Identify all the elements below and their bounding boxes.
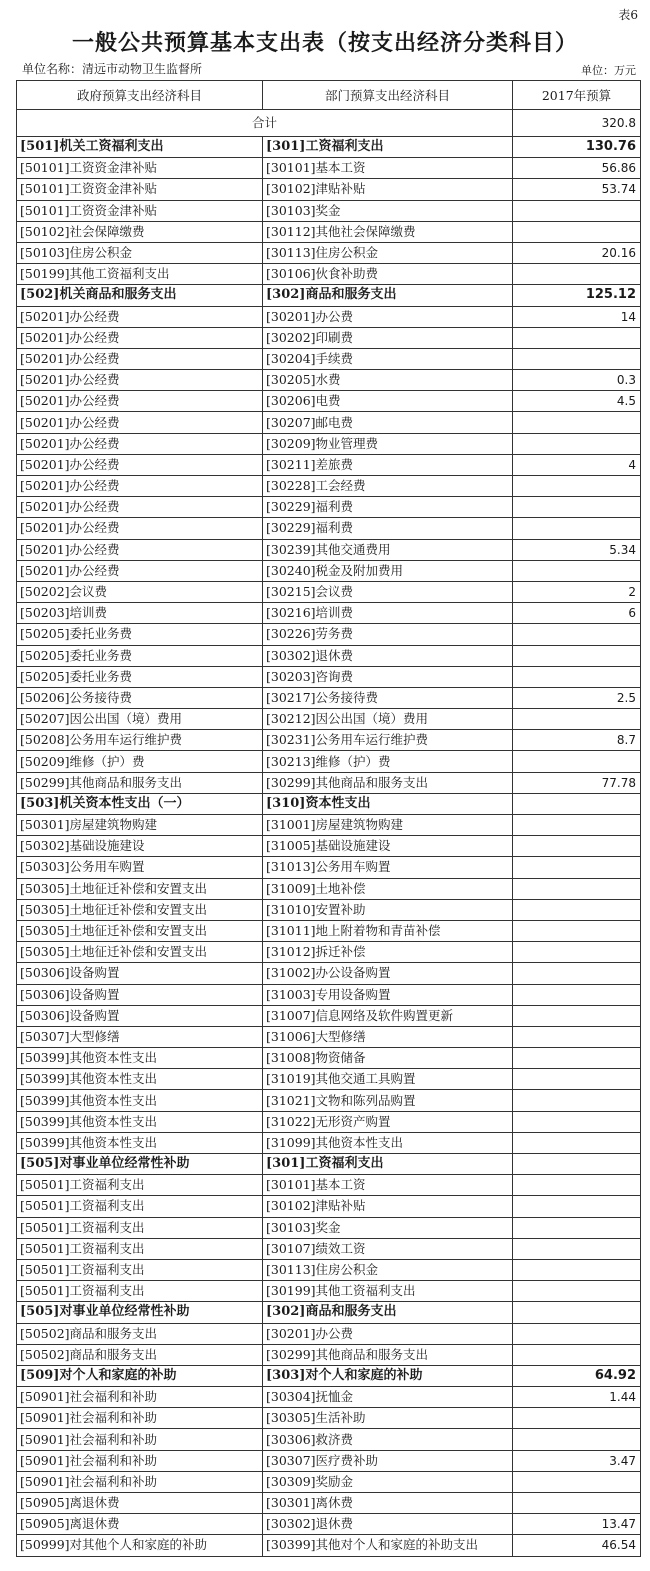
dept-subject-cell: [301]工资福利支出	[263, 137, 513, 158]
table-row	[17, 242, 641, 263]
budget-value-cell: 56.86	[513, 158, 641, 179]
budget-value-cell	[513, 1471, 641, 1492]
gov-subject-cell: [50301]房屋建筑物购建	[17, 815, 263, 836]
dept-subject-cell: [303]对个人和家庭的补助	[263, 1365, 513, 1386]
gov-subject-cell: [50201]办公经费	[17, 391, 263, 412]
gov-subject-cell: [50199]其他工资福利支出	[17, 264, 263, 285]
table-row	[17, 348, 641, 369]
table-section-row	[17, 137, 641, 158]
gov-subject-cell: [50399]其他资本性支出	[17, 1111, 263, 1132]
dept-subject-cell: [30216]培训费	[263, 603, 513, 624]
dept-subject-cell: [302]商品和服务支出	[263, 1302, 513, 1323]
dept-subject-cell: [301]工资福利支出	[263, 1154, 513, 1175]
dept-subject-cell: [30106]伙食补助费	[263, 264, 513, 285]
table-row	[17, 1005, 641, 1026]
dept-subject-cell: [30228]工会经费	[263, 476, 513, 497]
gov-subject-cell: [50202]会议费	[17, 581, 263, 602]
table-row	[17, 920, 641, 941]
gov-subject-cell: [50399]其他资本性支出	[17, 1090, 263, 1111]
budget-value-cell	[513, 793, 641, 814]
budget-value-cell	[513, 1344, 641, 1365]
budget-value-cell	[513, 1090, 641, 1111]
dept-subject-cell: [30217]公务接待费	[263, 687, 513, 708]
gov-subject-cell: [50501]工资福利支出	[17, 1217, 263, 1238]
budget-value-cell: 6	[513, 603, 641, 624]
header-gov-subject: 政府预算支出经济科目	[17, 81, 263, 110]
gov-subject-cell: [50101]工资资金津补贴	[17, 200, 263, 221]
gov-subject-cell: [50306]设备购置	[17, 963, 263, 984]
gov-subject-cell: [50901]社会福利和补助	[17, 1408, 263, 1429]
table-section-row	[17, 793, 641, 814]
budget-value-cell	[513, 899, 641, 920]
table-section-row	[17, 1154, 641, 1175]
table-row	[17, 581, 641, 602]
table-row	[17, 1090, 641, 1111]
table-row	[17, 666, 641, 687]
dept-subject-cell: [31010]安置补助	[263, 899, 513, 920]
gov-subject-cell: [50905]离退休费	[17, 1493, 263, 1514]
budget-value-cell	[513, 433, 641, 454]
budget-value-cell	[513, 1323, 641, 1344]
table-row	[17, 221, 641, 242]
budget-value-cell	[513, 1154, 641, 1175]
gov-subject-cell: [50399]其他资本性支出	[17, 1048, 263, 1069]
budget-value-cell	[513, 836, 641, 857]
budget-value-cell: 4	[513, 454, 641, 475]
table-row	[17, 1387, 641, 1408]
gov-subject-cell: [50201]办公经费	[17, 370, 263, 391]
budget-value-cell: 13.47	[513, 1514, 641, 1535]
gov-subject-cell: [50303]公务用车购置	[17, 857, 263, 878]
table-row	[17, 433, 641, 454]
table-row	[17, 1217, 641, 1238]
budget-value-cell	[513, 1302, 641, 1323]
dept-subject-cell: [30205]水费	[263, 370, 513, 391]
table-row	[17, 1132, 641, 1153]
budget-value-cell: 2.5	[513, 687, 641, 708]
gov-subject-cell: [501]机关工资福利支出	[17, 137, 263, 158]
budget-value-cell	[513, 1005, 641, 1026]
gov-subject-cell: [503]机关资本性支出（一）	[17, 793, 263, 814]
gov-subject-cell: [50305]土地征迁补偿和安置支出	[17, 899, 263, 920]
gov-subject-cell: [50305]土地征迁补偿和安置支出	[17, 942, 263, 963]
gov-subject-cell: [502]机关商品和服务支出	[17, 285, 263, 306]
dept-subject-cell: [310]资本性支出	[263, 793, 513, 814]
header-budget-2017: 2017年预算	[513, 81, 641, 110]
gov-subject-cell: [50901]社会福利和补助	[17, 1450, 263, 1471]
table-row	[17, 1429, 641, 1450]
gov-subject-cell: [50201]办公经费	[17, 539, 263, 560]
budget-value-cell	[513, 1048, 641, 1069]
table-row	[17, 1471, 641, 1492]
dept-subject-cell: [31003]专用设备购置	[263, 984, 513, 1005]
table-section-row	[17, 1365, 641, 1386]
dept-subject-cell: [30101]基本工资	[263, 1175, 513, 1196]
dept-subject-cell: [30213]维修（护）费	[263, 751, 513, 772]
table-row	[17, 1281, 641, 1302]
gov-subject-cell: [50201]办公经费	[17, 560, 263, 581]
table-row	[17, 815, 641, 836]
budget-value-cell: 130.76	[513, 137, 641, 158]
table-row	[17, 1493, 641, 1514]
dept-subject-cell: [30306]救济费	[263, 1429, 513, 1450]
gov-subject-cell: [50201]办公经费	[17, 433, 263, 454]
gov-subject-cell: [505]对事业单位经常性补助	[17, 1154, 263, 1175]
gov-subject-cell: [50201]办公经费	[17, 454, 263, 475]
dept-subject-cell: [30229]福利费	[263, 518, 513, 539]
table-row	[17, 391, 641, 412]
dept-subject-cell: [30103]奖金	[263, 1217, 513, 1238]
dept-subject-cell: [30102]津贴补贴	[263, 1196, 513, 1217]
total-label: 合计	[17, 110, 513, 137]
budget-value-cell: 2	[513, 581, 641, 602]
gov-subject-cell: [50103]住房公积金	[17, 242, 263, 263]
table-row	[17, 1111, 641, 1132]
dept-subject-cell: [30201]办公费	[263, 306, 513, 327]
gov-subject-cell: [50399]其他资本性支出	[17, 1069, 263, 1090]
table-row	[17, 1344, 641, 1365]
budget-value-cell	[513, 560, 641, 581]
table-row	[17, 963, 641, 984]
dept-subject-cell: [30302]退休费	[263, 645, 513, 666]
dept-subject-cell: [31002]办公设备购置	[263, 963, 513, 984]
table-row	[17, 158, 641, 179]
budget-value-cell: 125.12	[513, 285, 641, 306]
budget-value-cell	[513, 709, 641, 730]
gov-subject-cell: [50201]办公经费	[17, 476, 263, 497]
dept-subject-cell: [30215]会议费	[263, 581, 513, 602]
table-row	[17, 1175, 641, 1196]
budget-value-cell: 4.5	[513, 391, 641, 412]
gov-subject-cell: [50501]工资福利支出	[17, 1175, 263, 1196]
dept-subject-cell: [30199]其他工资福利支出	[263, 1281, 513, 1302]
dept-subject-cell: [30207]邮电费	[263, 412, 513, 433]
budget-value-cell	[513, 221, 641, 242]
dept-subject-cell: [30304]抚恤金	[263, 1387, 513, 1408]
budget-value-cell	[513, 1196, 641, 1217]
budget-value-cell: 3.47	[513, 1450, 641, 1471]
budget-value-cell	[513, 920, 641, 941]
gov-subject-cell: [50302]基础设施建设	[17, 836, 263, 857]
budget-value-cell	[513, 1175, 641, 1196]
gov-subject-cell: [50206]公务接待费	[17, 687, 263, 708]
table-row	[17, 476, 641, 497]
gov-subject-cell: [50999]对其他个人和家庭的补助	[17, 1535, 263, 1556]
gov-subject-cell: [50502]商品和服务支出	[17, 1323, 263, 1344]
dept-subject-cell: [30201]办公费	[263, 1323, 513, 1344]
dept-subject-cell: [30211]差旅费	[263, 454, 513, 475]
dept-subject-cell: [30226]劳务费	[263, 624, 513, 645]
table-row	[17, 327, 641, 348]
table-row	[17, 751, 641, 772]
gov-subject-cell: [50201]办公经费	[17, 327, 263, 348]
budget-value-cell: 77.78	[513, 772, 641, 793]
table-row	[17, 603, 641, 624]
table-row	[17, 539, 641, 560]
dept-subject-cell: [31019]其他交通工具购置	[263, 1069, 513, 1090]
gov-subject-cell: [50201]办公经费	[17, 497, 263, 518]
table-row	[17, 1535, 641, 1556]
dept-subject-cell: [30309]奖励金	[263, 1471, 513, 1492]
dept-subject-cell: [31001]房屋建筑物购建	[263, 815, 513, 836]
dept-subject-cell: [30212]因公出国（境）费用	[263, 709, 513, 730]
budget-value-cell	[513, 264, 641, 285]
budget-value-cell	[513, 1111, 641, 1132]
table-section-row	[17, 1302, 641, 1323]
gov-subject-cell: [50201]办公经费	[17, 306, 263, 327]
table-row	[17, 200, 641, 221]
dept-subject-cell: [30202]印刷费	[263, 327, 513, 348]
table-row	[17, 984, 641, 1005]
table-row	[17, 560, 641, 581]
budget-value-cell	[513, 1132, 641, 1153]
gov-subject-cell: [505]对事业单位经常性补助	[17, 1302, 263, 1323]
gov-subject-cell: [50205]委托业务费	[17, 666, 263, 687]
table-row	[17, 878, 641, 899]
dept-subject-cell: [30399]其他对个人和家庭的补助支出	[263, 1535, 513, 1556]
dept-subject-cell: [30209]物业管理费	[263, 433, 513, 454]
table-row	[17, 1026, 641, 1047]
gov-subject-cell: [50905]离退休费	[17, 1514, 263, 1535]
table-row	[17, 687, 641, 708]
table-row	[17, 709, 641, 730]
gov-subject-cell: [50307]大型修缮	[17, 1026, 263, 1047]
table-row	[17, 1408, 641, 1429]
budget-value-cell	[513, 327, 641, 348]
dept-subject-cell: [30229]福利费	[263, 497, 513, 518]
dept-subject-cell: [30107]绩效工资	[263, 1238, 513, 1259]
budget-value-cell: 0.3	[513, 370, 641, 391]
budget-value-cell: 46.54	[513, 1535, 641, 1556]
dept-subject-cell: [30203]咨询费	[263, 666, 513, 687]
dept-subject-cell: [30240]税金及附加费用	[263, 560, 513, 581]
table-row	[17, 412, 641, 433]
gov-subject-cell: [50208]公务用车运行维护费	[17, 730, 263, 751]
budget-value-cell	[513, 963, 641, 984]
dept-subject-cell: [31011]地上附着物和青苗补偿	[263, 920, 513, 941]
budget-value-cell	[513, 412, 641, 433]
dept-subject-cell: [30299]其他商品和服务支出	[263, 772, 513, 793]
dept-subject-cell: [31013]公务用车购置	[263, 857, 513, 878]
table-row	[17, 1196, 641, 1217]
budget-value-cell	[513, 497, 641, 518]
table-row	[17, 899, 641, 920]
budget-value-cell	[513, 348, 641, 369]
dept-subject-cell: [31021]文物和陈列品购置	[263, 1090, 513, 1111]
table-row	[17, 836, 641, 857]
table-row	[17, 518, 641, 539]
table-row	[17, 1048, 641, 1069]
gov-subject-cell: [50501]工资福利支出	[17, 1238, 263, 1259]
budget-value-cell	[513, 518, 641, 539]
dept-subject-cell: [30239]其他交通费用	[263, 539, 513, 560]
dept-subject-cell: [30113]住房公积金	[263, 242, 513, 263]
dept-subject-cell: [30305]生活补助	[263, 1408, 513, 1429]
budget-value-cell: 1.44	[513, 1387, 641, 1408]
dept-subject-cell: [31007]信息网络及软件购置更新	[263, 1005, 513, 1026]
dept-subject-cell: [30112]其他社会保障缴费	[263, 221, 513, 242]
dept-subject-cell: [31005]基础设施建设	[263, 836, 513, 857]
gov-subject-cell: [50399]其他资本性支出	[17, 1132, 263, 1153]
table-row	[17, 857, 641, 878]
gov-subject-cell: [50207]因公出国（境）费用	[17, 709, 263, 730]
budget-value-cell: 8.7	[513, 730, 641, 751]
table-row	[17, 772, 641, 793]
budget-value-cell	[513, 857, 641, 878]
gov-subject-cell: [50101]工资资金津补贴	[17, 179, 263, 200]
table-header-row	[17, 81, 641, 110]
budget-value-cell	[513, 1238, 641, 1259]
budget-value-cell	[513, 815, 641, 836]
dept-subject-cell: [31022]无形资产购置	[263, 1111, 513, 1132]
table-row	[17, 1514, 641, 1535]
dept-subject-cell: [31012]拆迁补偿	[263, 942, 513, 963]
budget-value-cell: 53.74	[513, 179, 641, 200]
table-row	[17, 730, 641, 751]
table-row	[17, 1259, 641, 1280]
table-row	[17, 942, 641, 963]
table-row	[17, 1069, 641, 1090]
gov-subject-cell: [50306]设备购置	[17, 984, 263, 1005]
total-row	[17, 110, 641, 137]
gov-subject-cell: [50502]商品和服务支出	[17, 1344, 263, 1365]
table-row	[17, 264, 641, 285]
budget-value-cell: 14	[513, 306, 641, 327]
header-dept-subject: 部门预算支出经济科目	[263, 81, 513, 110]
gov-subject-cell: [50305]土地征迁补偿和安置支出	[17, 878, 263, 899]
dept-subject-cell: [30231]公务用车运行维护费	[263, 730, 513, 751]
dept-subject-cell: [30101]基本工资	[263, 158, 513, 179]
gov-subject-cell: [50901]社会福利和补助	[17, 1471, 263, 1492]
budget-table	[16, 80, 641, 1557]
table-row	[17, 624, 641, 645]
gov-subject-cell: [50203]培训费	[17, 603, 263, 624]
budget-value-cell: 5.34	[513, 539, 641, 560]
dept-subject-cell: [31009]土地补偿	[263, 878, 513, 899]
unit-name: 单位名称：清远市动物卫生监督所	[22, 62, 203, 76]
gov-subject-cell: [50501]工资福利支出	[17, 1259, 263, 1280]
gov-subject-cell: [50501]工资福利支出	[17, 1196, 263, 1217]
dept-subject-cell: [31006]大型修缮	[263, 1026, 513, 1047]
dept-subject-cell: [30301]离休费	[263, 1493, 513, 1514]
gov-subject-cell: [509]对个人和家庭的补助	[17, 1365, 263, 1386]
budget-value-cell	[513, 476, 641, 497]
dept-subject-cell: [30299]其他商品和服务支出	[263, 1344, 513, 1365]
table-row	[17, 454, 641, 475]
budget-value-cell	[513, 878, 641, 899]
table-row	[17, 497, 641, 518]
budget-value-cell	[513, 1259, 641, 1280]
budget-value-cell	[513, 1281, 641, 1302]
gov-subject-cell: [50299]其他商品和服务支出	[17, 772, 263, 793]
gov-subject-cell: [50901]社会福利和补助	[17, 1387, 263, 1408]
budget-value-cell	[513, 1026, 641, 1047]
dept-subject-cell: [30113]住房公积金	[263, 1259, 513, 1280]
table-row	[17, 179, 641, 200]
gov-subject-cell: [50205]委托业务费	[17, 624, 263, 645]
table-row	[17, 306, 641, 327]
budget-value-cell	[513, 751, 641, 772]
budget-value-cell	[513, 1217, 641, 1238]
budget-value-cell	[513, 1493, 641, 1514]
gov-subject-cell: [50201]办公经费	[17, 348, 263, 369]
budget-value-cell	[513, 200, 641, 221]
page-title: 一般公共预算基本支出表（按支出经济分类科目）	[71, 30, 578, 56]
dept-subject-cell: [302]商品和服务支出	[263, 285, 513, 306]
dept-subject-cell: [31099]其他资本性支出	[263, 1132, 513, 1153]
table-row	[17, 370, 641, 391]
currency-unit: 单位：万元	[581, 64, 636, 77]
gov-subject-cell: [50101]工资资金津补贴	[17, 158, 263, 179]
budget-value-cell	[513, 1429, 641, 1450]
budget-value-cell	[513, 984, 641, 1005]
gov-subject-cell: [50201]办公经费	[17, 412, 263, 433]
gov-subject-cell: [50306]设备购置	[17, 1005, 263, 1026]
table-number: 表6	[618, 8, 638, 22]
total-value: 320.8	[513, 110, 641, 137]
dept-subject-cell: [30204]手续费	[263, 348, 513, 369]
gov-subject-cell: [50205]委托业务费	[17, 645, 263, 666]
gov-subject-cell: [50501]工资福利支出	[17, 1281, 263, 1302]
gov-subject-cell: [50901]社会福利和补助	[17, 1429, 263, 1450]
budget-value-cell: 64.92	[513, 1365, 641, 1386]
dept-subject-cell: [31008]物资储备	[263, 1048, 513, 1069]
gov-subject-cell: [50102]社会保障缴费	[17, 221, 263, 242]
budget-value-cell: 20.16	[513, 242, 641, 263]
gov-subject-cell: [50209]维修（护）费	[17, 751, 263, 772]
dept-subject-cell: [30206]电费	[263, 391, 513, 412]
table-row	[17, 1323, 641, 1344]
budget-value-cell	[513, 645, 641, 666]
budget-value-cell	[513, 624, 641, 645]
dept-subject-cell: [30103]奖金	[263, 200, 513, 221]
budget-value-cell	[513, 1408, 641, 1429]
budget-value-cell	[513, 942, 641, 963]
dept-subject-cell: [30102]津贴补贴	[263, 179, 513, 200]
table-row	[17, 1238, 641, 1259]
table-row	[17, 645, 641, 666]
gov-subject-cell: [50305]土地征迁补偿和安置支出	[17, 920, 263, 941]
gov-subject-cell: [50201]办公经费	[17, 518, 263, 539]
dept-subject-cell: [30302]退休费	[263, 1514, 513, 1535]
table-section-row	[17, 285, 641, 306]
dept-subject-cell: [30307]医疗费补助	[263, 1450, 513, 1471]
table-row	[17, 1450, 641, 1471]
budget-value-cell	[513, 666, 641, 687]
budget-value-cell	[513, 1069, 641, 1090]
